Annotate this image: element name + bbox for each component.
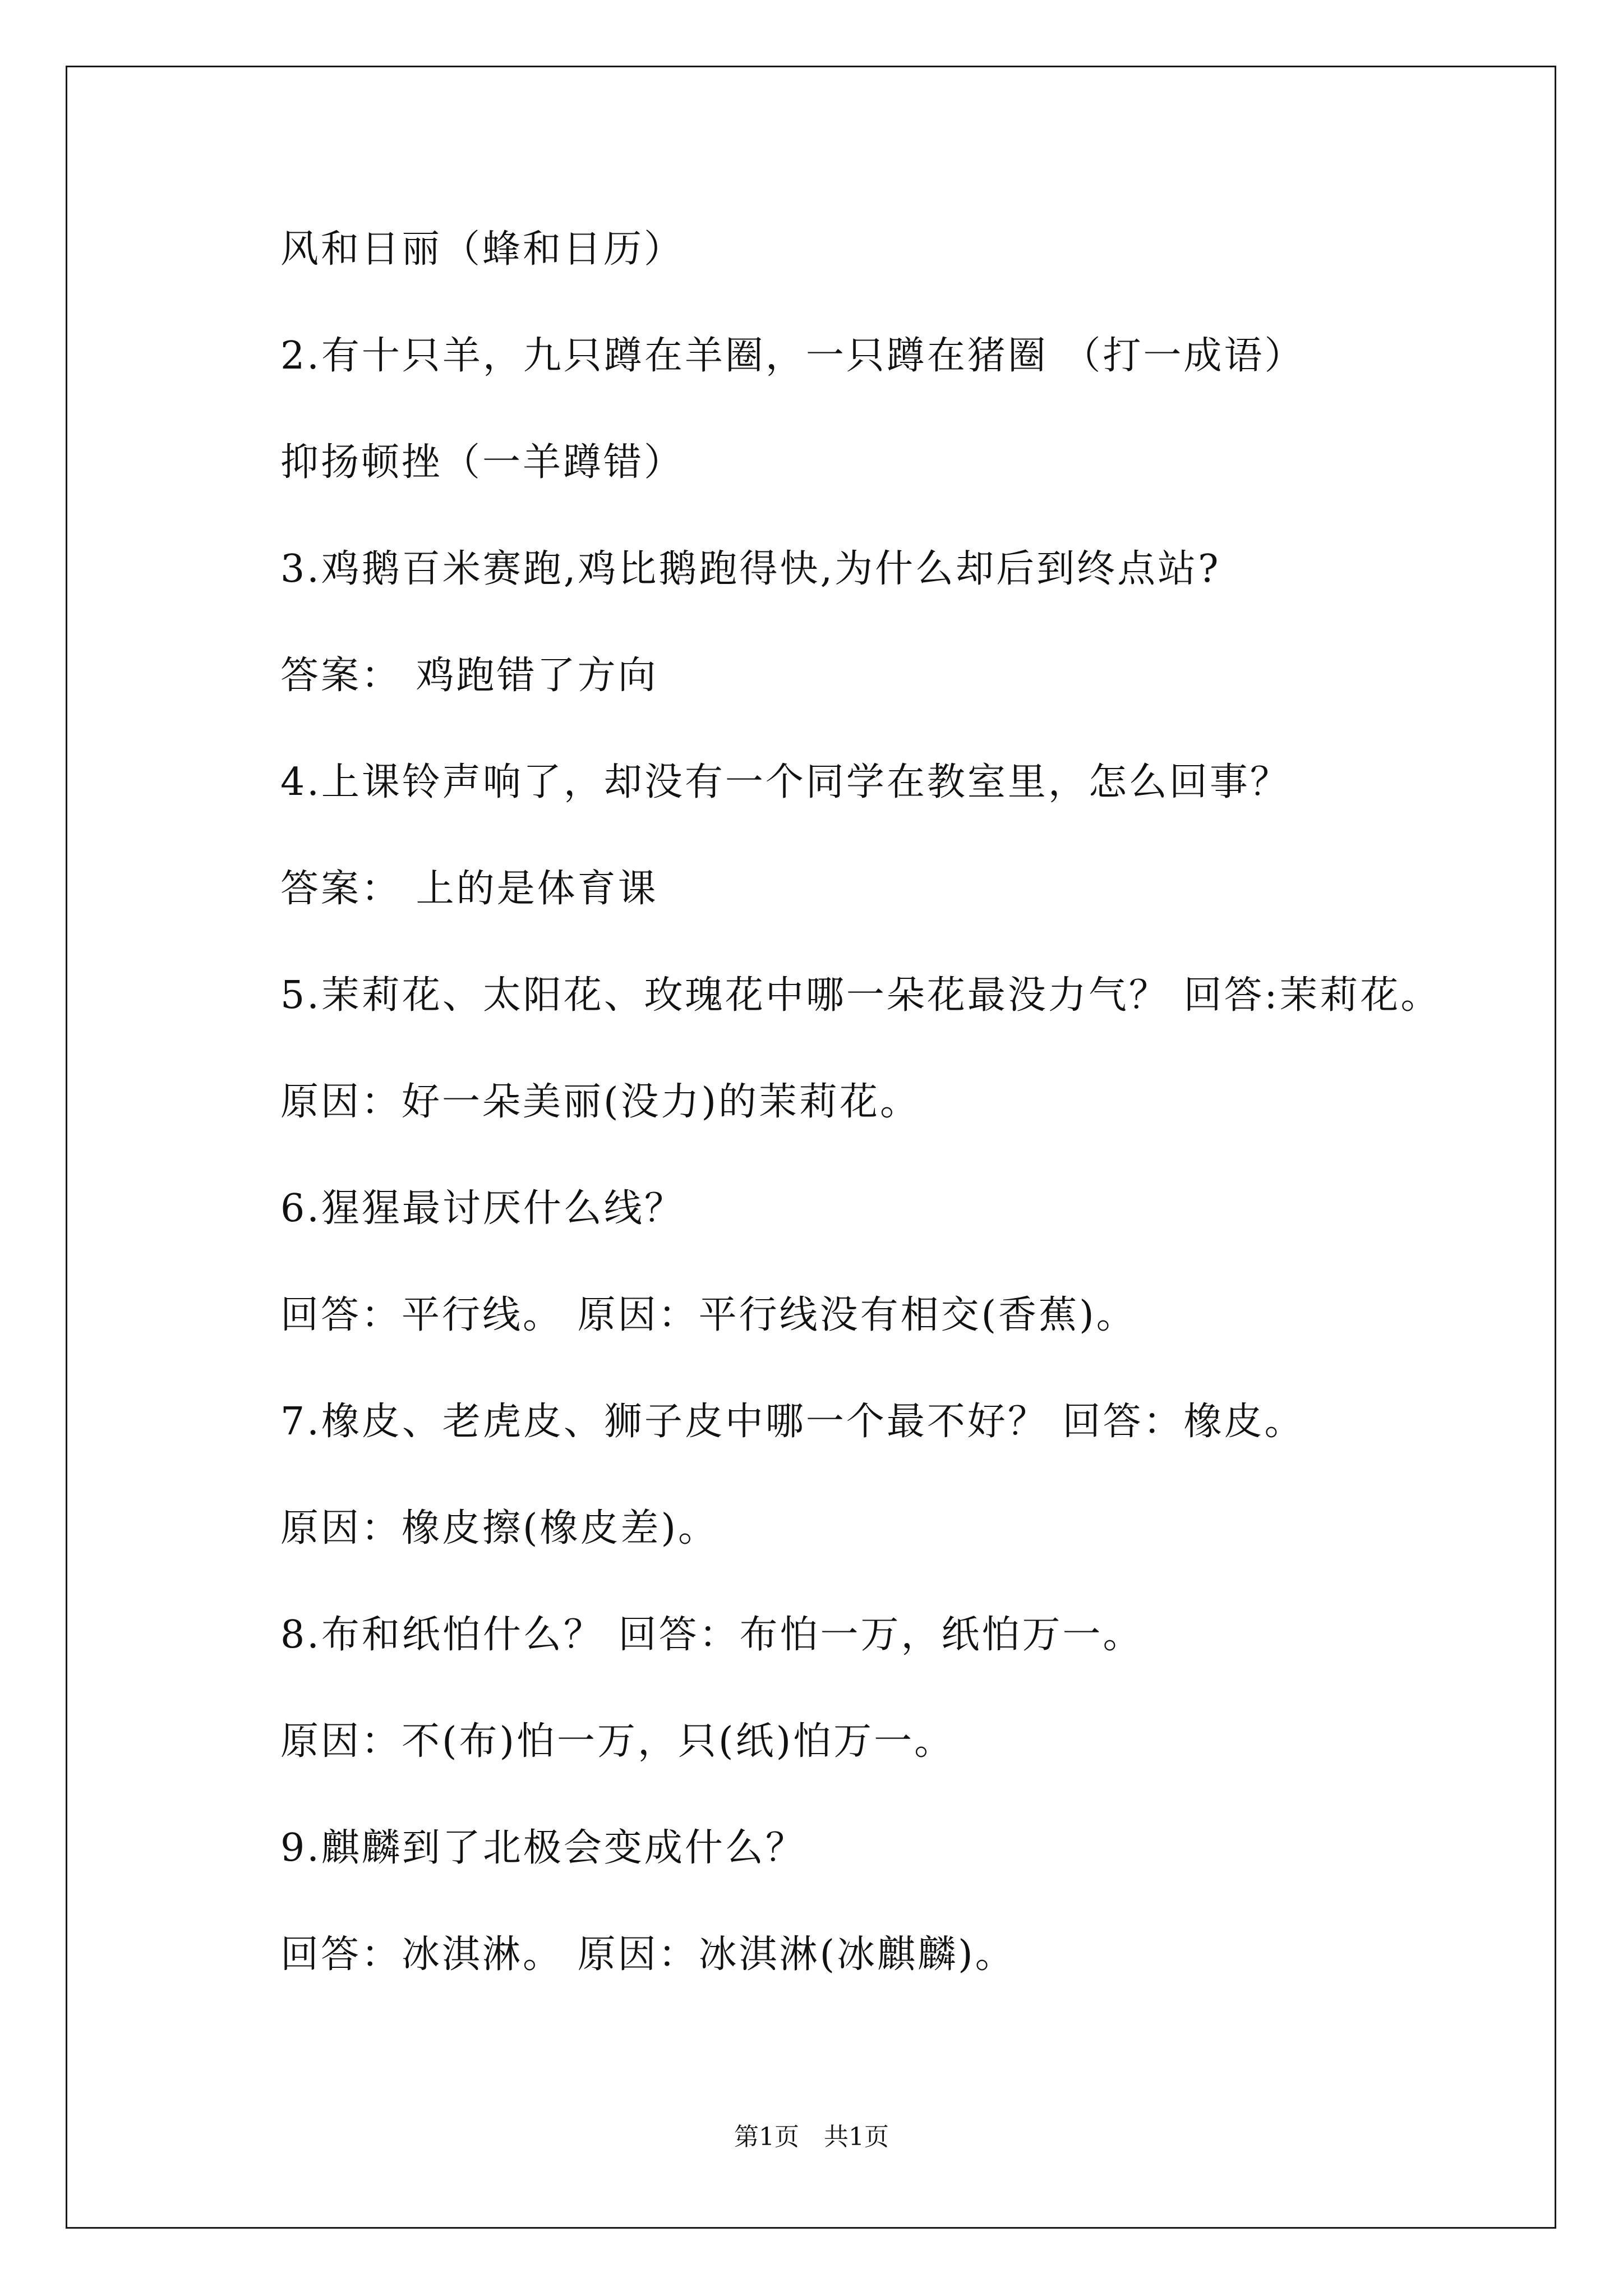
text-line: 答案： 鸡跑错了方向 bbox=[280, 654, 658, 698]
text-line: 4.上课铃声响了，却没有一个同学在教室里，怎么回事？ bbox=[280, 760, 1290, 804]
text-line: 8.布和纸怕什么？ 回答：布怕一万，纸怕万一。 bbox=[280, 1613, 1144, 1657]
text-line: 3.鸡鹅百米赛跑,鸡比鹅跑得快,为什么却后到终点站? bbox=[280, 547, 1221, 591]
text-line: 答案： 上的是体育课 bbox=[280, 867, 658, 911]
text-line: 6.猩猩最讨厌什么线？ bbox=[280, 1186, 685, 1231]
text-line: 回答：冰淇淋。 原因：冰淇淋(冰麒麟)。 bbox=[280, 1932, 1016, 1977]
text-line: 原因：好一朵美丽(没力)的茉莉花。 bbox=[280, 1080, 921, 1124]
text-line: 风和日丽（蜂和日历） bbox=[280, 227, 685, 272]
document-body bbox=[280, 224, 1514, 2036]
text-line: 5.茉莉花、太阳花、玫瑰花中哪一朵花最没力气？ 回答:茉莉花。 bbox=[280, 973, 1441, 1018]
text-line: 回答：平行线。 原因：平行线没有相交(香蕉)。 bbox=[280, 1293, 1137, 1337]
page-footer: 第1页 共1页 bbox=[734, 2123, 889, 2151]
text-line: 原因：不(布)怕一万，只(纸)怕万一。 bbox=[280, 1719, 955, 1764]
text-line: 9.麒麟到了北极会变成什么？ bbox=[280, 1826, 806, 1870]
text-line: 7.橡皮、老虎皮、狮子皮中哪一个最不好？ 回答：橡皮。 bbox=[280, 1400, 1305, 1444]
text-line: 抑扬顿挫（一羊蹲错） bbox=[280, 440, 685, 485]
text-line: 2.有十只羊，九只蹲在羊圈，一只蹲在猪圈 （打一成语） bbox=[280, 334, 1305, 378]
text-line: 原因：橡皮擦(橡皮差)。 bbox=[280, 1506, 719, 1550]
